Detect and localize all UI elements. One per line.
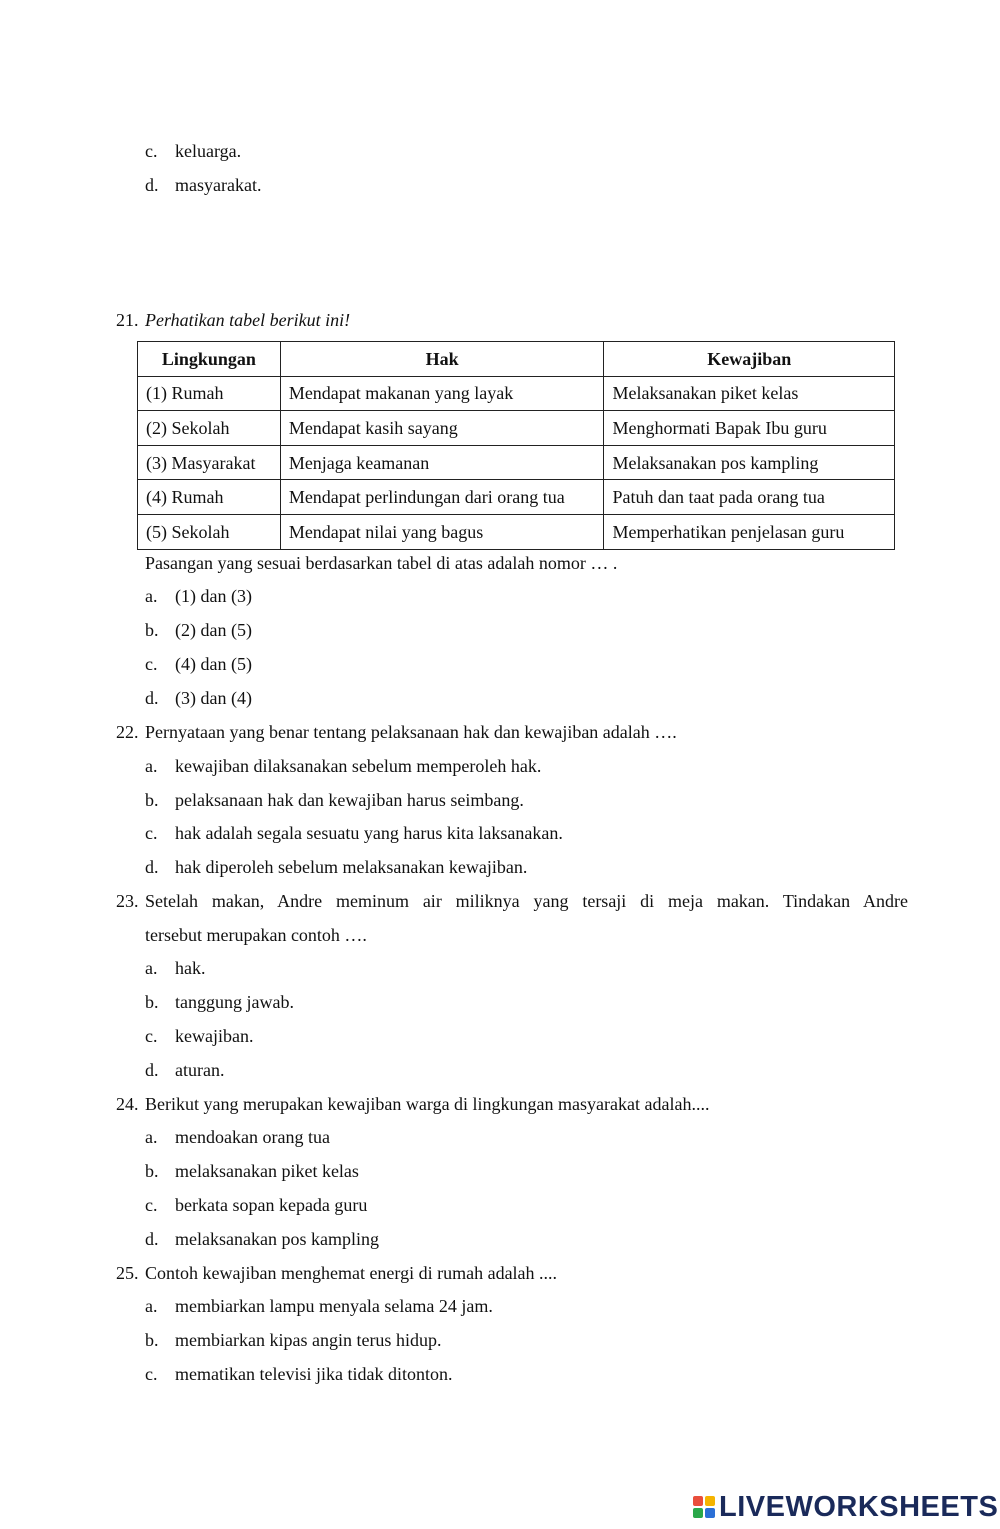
- table-header: Lingkungan: [138, 342, 281, 377]
- table-cell: (4) Rumah: [138, 480, 281, 515]
- table-cell: (5) Sekolah: [138, 514, 281, 549]
- option-text: tanggung jawab.: [175, 992, 294, 1012]
- option-letter: d.: [145, 688, 159, 708]
- question-number: 25.: [116, 1263, 139, 1283]
- table-cell: Mendapat nilai yang bagus: [280, 514, 604, 549]
- table-row: [138, 376, 895, 411]
- option-text: melaksanakan pos kampling: [175, 1229, 379, 1249]
- option-letter: c.: [145, 1026, 158, 1046]
- option-text: aturan.: [175, 1060, 225, 1080]
- question-text: Pernyataan yang benar tentang pelaksanaan hak dan kewajiban adalah ….: [145, 722, 677, 742]
- option-letter: b.: [145, 992, 159, 1012]
- question-number: 23.: [116, 891, 139, 911]
- option-text: keluarga.: [175, 141, 242, 161]
- logo-square: [693, 1508, 703, 1518]
- option-text: masyarakat.: [175, 175, 262, 195]
- table-cell: (2) Sekolah: [138, 411, 281, 446]
- option-letter: b.: [145, 790, 159, 810]
- option-text: mendoakan orang tua: [175, 1127, 330, 1147]
- question-number: 22.: [116, 722, 139, 742]
- logo-square: [693, 1496, 703, 1506]
- logo-text: LIVEWORKSHEETS: [719, 1490, 999, 1523]
- table-cell: Mendapat makanan yang layak: [280, 376, 604, 411]
- option-letter: c.: [145, 141, 158, 161]
- table-header: Kewajiban: [604, 342, 895, 377]
- table-row: [138, 445, 895, 480]
- table-row: [138, 514, 895, 549]
- question-text: Pasangan yang sesuai berdasarkan tabel di atas adalah nomor … .: [145, 553, 618, 573]
- table-cell: Melaksanakan piket kelas: [604, 376, 895, 411]
- question-text-line1: Setelah makan, Andre meminum air miliknya yang tersaji di meja makan. Tindakan Andre: [145, 891, 908, 911]
- option-letter: d.: [145, 1229, 159, 1249]
- question-text: Perhatikan tabel berikut ini!: [145, 310, 351, 330]
- table-header: Hak: [280, 342, 604, 377]
- logo-icon: [693, 1496, 715, 1518]
- option-text: mematikan televisi jika tidak ditonton.: [175, 1364, 453, 1384]
- question-number: 21.: [116, 310, 139, 330]
- question-text: Contoh kewajiban menghemat energi di rumah adalah ....: [145, 1263, 558, 1283]
- option-text: membiarkan lampu menyala selama 24 jam.: [175, 1296, 493, 1316]
- option-letter: a.: [145, 756, 158, 776]
- table-cell: Menghormati Bapak Ibu guru: [604, 411, 895, 446]
- question-text: Berikut yang merupakan kewajiban warga di lingkungan masyarakat adalah....: [145, 1094, 710, 1114]
- option-text: hak.: [175, 958, 206, 978]
- option-text: pelaksanaan hak dan kewajiban harus seimbang.: [175, 790, 524, 810]
- option-letter: a.: [145, 958, 158, 978]
- option-text: (1) dan (3): [175, 586, 252, 606]
- option-text: (2) dan (5): [175, 620, 252, 640]
- option-letter: c.: [145, 654, 158, 674]
- option-letter: c.: [145, 1364, 158, 1384]
- option-letter: a.: [145, 1127, 158, 1147]
- table-row: [138, 480, 895, 515]
- option-text: kewajiban dilaksanakan sebelum memperoleh hak.: [175, 756, 542, 776]
- table-row: [138, 411, 895, 446]
- option-text: (3) dan (4): [175, 688, 252, 708]
- table-cell: Mendapat perlindungan dari orang tua: [280, 480, 604, 515]
- option-text: membiarkan kipas angin terus hidup.: [175, 1330, 442, 1350]
- option-text: berkata sopan kepada guru: [175, 1195, 368, 1215]
- table-cell: Patuh dan taat pada orang tua: [604, 480, 895, 515]
- rights-obligations-table: [137, 341, 895, 550]
- option-letter: a.: [145, 1296, 158, 1316]
- option-letter: d.: [145, 175, 159, 195]
- option-letter: a.: [145, 586, 158, 606]
- option-letter: b.: [145, 1161, 159, 1181]
- liveworksheets-logo: [693, 1490, 998, 1524]
- option-letter: b.: [145, 620, 159, 640]
- table-header-row: [138, 342, 895, 377]
- option-letter: d.: [145, 857, 159, 877]
- logo-square: [705, 1508, 715, 1518]
- option-text: hak adalah segala sesuatu yang harus kita laksanakan.: [175, 823, 563, 843]
- table-cell: Mendapat kasih sayang: [280, 411, 604, 446]
- table-cell: (1) Rumah: [138, 376, 281, 411]
- table-cell: Melaksanakan pos kampling: [604, 445, 895, 480]
- option-letter: b.: [145, 1330, 159, 1350]
- option-text: kewajiban.: [175, 1026, 254, 1046]
- question-number: 24.: [116, 1094, 139, 1114]
- option-text: (4) dan (5): [175, 654, 252, 674]
- table-cell: (3) Masyarakat: [138, 445, 281, 480]
- option-text: hak diperoleh sebelum melaksanakan kewajiban.: [175, 857, 528, 877]
- logo-square: [705, 1496, 715, 1506]
- option-letter: c.: [145, 823, 158, 843]
- option-text: melaksanakan piket kelas: [175, 1161, 359, 1181]
- question-text-line2: tersebut merupakan contoh ….: [145, 925, 367, 945]
- table-cell: Menjaga keamanan: [280, 445, 604, 480]
- option-letter: c.: [145, 1195, 158, 1215]
- table-cell: Memperhatikan penjelasan guru: [604, 514, 895, 549]
- option-letter: d.: [145, 1060, 159, 1080]
